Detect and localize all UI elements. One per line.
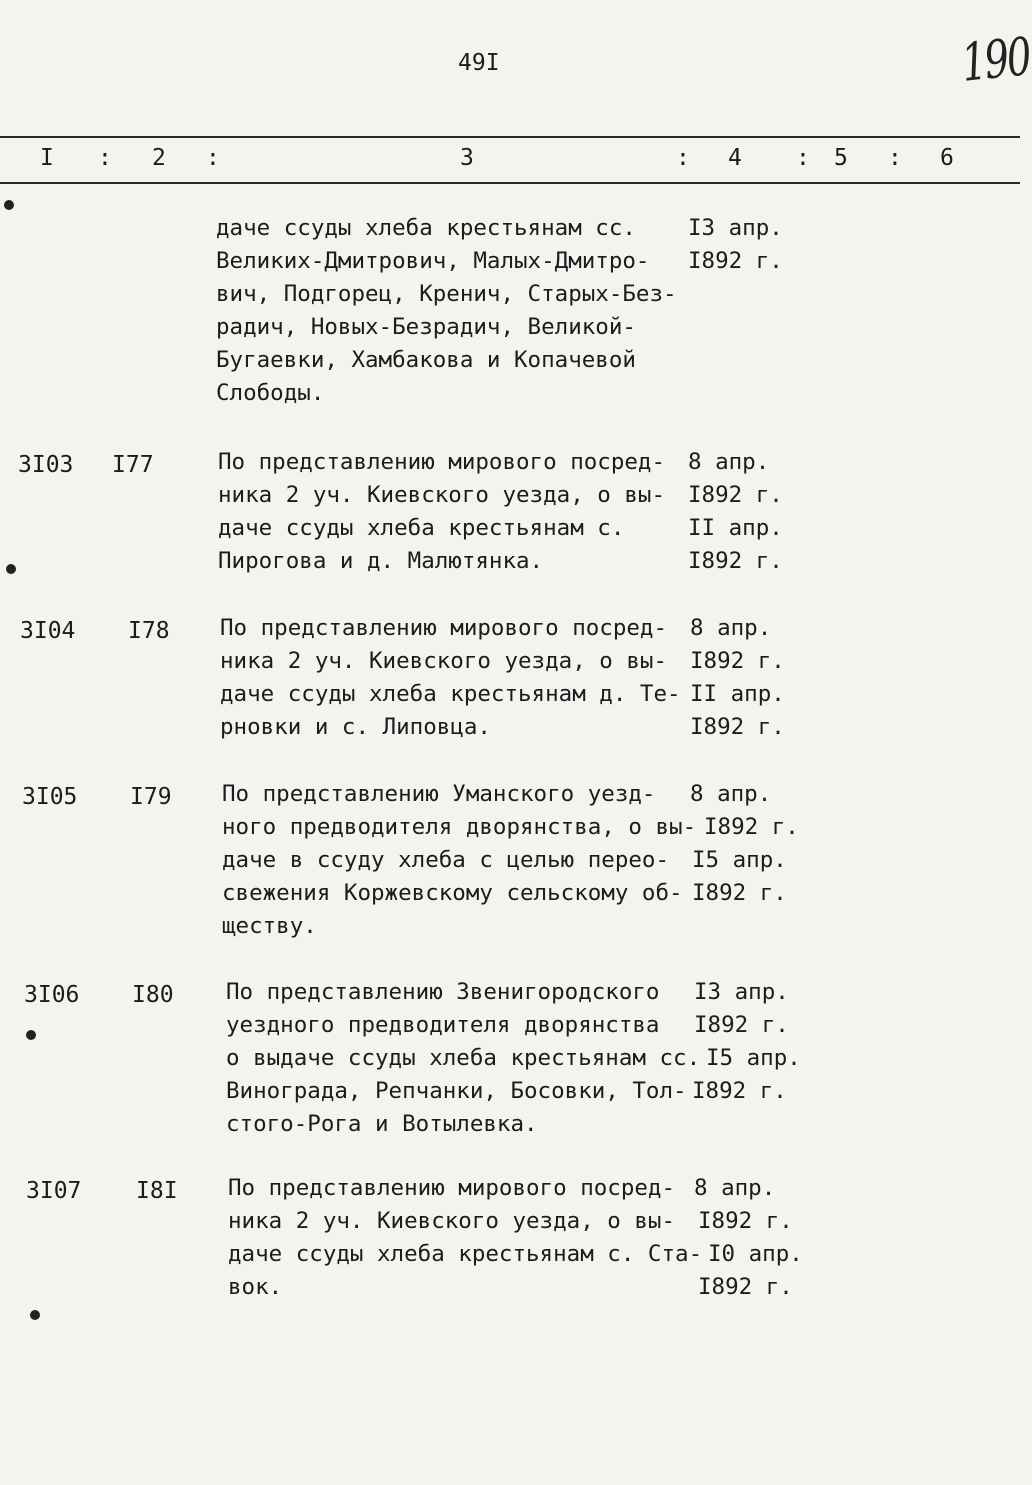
entry-text-line: Пирогова и д. Малютянка. [218, 548, 544, 574]
entry-text-line: рновки и с. Липовца. [220, 714, 491, 740]
entry-text-line: По представлению Звенигородского [226, 979, 660, 1005]
entry-text-line: даче ссуды хлеба крестьянам с. [218, 515, 625, 541]
column-separator: : [888, 145, 902, 171]
column-header-6: 6 [940, 145, 954, 171]
punch-hole-mark [30, 1310, 40, 1320]
entry-date: I892 г. [694, 1012, 789, 1038]
entry-text-line: ника 2 уч. Киевского уезда, о вы- [220, 648, 668, 674]
entry-file-number: I79 [130, 784, 172, 810]
entry-date: II апр. [688, 515, 783, 541]
column-separator: : [676, 145, 690, 171]
entry-text-line: По представлению мирового посред- [228, 1175, 676, 1201]
entry-file-number: I78 [128, 618, 170, 644]
header-bottom-rule [0, 182, 1020, 184]
entry-text-line: вок. [228, 1274, 283, 1300]
entry-file-number: I80 [132, 982, 174, 1008]
entry-date: 8 апр. [688, 449, 770, 475]
punch-hole-mark [4, 200, 14, 210]
entry-date: I5 апр. [706, 1045, 801, 1071]
entry-text-line: Бугаевки, Хамбакова и Копачевой [216, 347, 636, 373]
entry-text-line: даче в ссуду хлеба с целью перео- [222, 847, 670, 873]
entry-text-line: о выдаче ссуды хлеба крестьянам сс. [226, 1045, 701, 1071]
entry-file-number: I77 [112, 452, 154, 478]
entry-text-line: радич, Новых-Безрадич, Великой- [216, 314, 636, 340]
entry-date: II апр. [690, 681, 785, 707]
entry-number: 3I06 [24, 982, 80, 1008]
entry-text-line: ника 2 уч. Киевского уезда, о вы- [228, 1208, 676, 1234]
entry-date: I3 апр. [688, 215, 783, 241]
entry-date: I892 г. [692, 1078, 787, 1104]
entry-text-line: даче ссуды хлеба крестьянам с. Ста- [228, 1241, 703, 1267]
column-header-4: 4 [728, 145, 742, 171]
entry-text-line: ного предводителя дворянства, о вы- [222, 814, 697, 840]
entry-date: I892 г. [688, 548, 783, 574]
archive-sheet-number: 190 [958, 27, 1032, 94]
entry-text-line: уездного предводителя дворянства [226, 1012, 660, 1038]
entry-date: 8 апр. [690, 615, 772, 641]
entry-date: I892 г. [692, 880, 787, 906]
entry-text-line: Винограда, Репчанки, Босовки, Тол- [226, 1078, 687, 1104]
column-separator: : [206, 145, 220, 171]
entry-text-line: По представлению мирового посред- [218, 449, 666, 475]
entry-file-number: I8I [136, 1178, 178, 1204]
column-header-3: 3 [460, 145, 474, 171]
entry-date: I3 апр. [694, 979, 789, 1005]
entry-date: I892 г. [690, 648, 785, 674]
entry-date: I892 г. [688, 248, 783, 274]
header-top-rule [0, 136, 1020, 138]
entry-text-line: свежения Коржевскому сельскому об- [222, 880, 683, 906]
column-separator: : [796, 145, 810, 171]
entry-date: I892 г. [698, 1208, 793, 1234]
entry-text-line: стого-Рога и Вотылевка. [226, 1111, 538, 1137]
entry-date: I892 г. [704, 814, 799, 840]
column-header-5: 5 [834, 145, 848, 171]
column-separator: : [98, 145, 112, 171]
punch-hole-mark [26, 1030, 36, 1040]
entry-text-line: даче ссуды хлеба крестьянам д. Те- [220, 681, 681, 707]
entry-date: 8 апр. [690, 781, 772, 807]
entry-text-line: даче ссуды хлеба крестьянам сс. [216, 215, 636, 241]
entry-number: 3I03 [18, 452, 74, 478]
entry-date: I892 г. [698, 1274, 793, 1300]
entry-text-line: ника 2 уч. Киевского уезда, о вы- [218, 482, 666, 508]
entry-text-line: По представлению мирового посред- [220, 615, 668, 641]
page-number: 49I [458, 50, 500, 76]
entry-text-line: вич, Подгорец, Кренич, Старых-Без- [216, 281, 677, 307]
entry-text-line: ществу. [222, 913, 317, 939]
entry-date: I0 апр. [708, 1241, 803, 1267]
entry-number: 3I07 [26, 1178, 82, 1204]
entry-number: 3I04 [20, 618, 76, 644]
entry-number: 3I05 [22, 784, 78, 810]
entry-date: 8 апр. [694, 1175, 776, 1201]
punch-hole-mark [6, 564, 16, 574]
entry-text-line: Слободы. [216, 380, 325, 406]
entry-date: I892 г. [688, 482, 783, 508]
entry-text-line: Великих-Дмитрович, Малых-Дмитро- [216, 248, 650, 274]
column-header-1: I [40, 145, 54, 171]
column-header-2: 2 [152, 145, 166, 171]
entry-date: I892 г. [690, 714, 785, 740]
entry-text-line: По представлению Уманского уезд- [222, 781, 656, 807]
entry-date: I5 апр. [692, 847, 787, 873]
